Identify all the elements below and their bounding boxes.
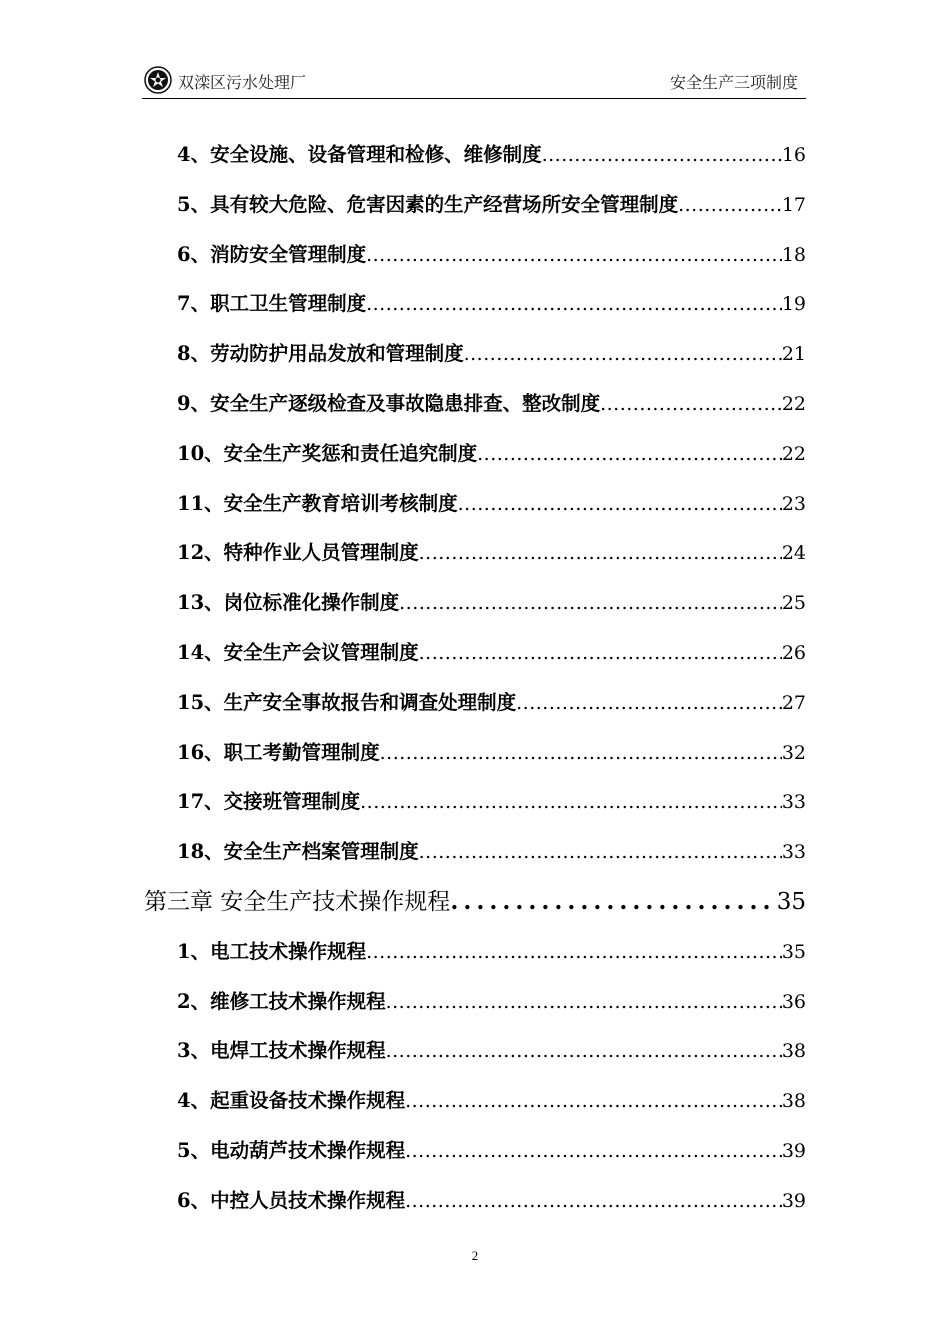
toc-page-number: 39 xyxy=(781,1139,806,1162)
toc-dot-leader xyxy=(477,430,782,480)
toc-dot-leader xyxy=(360,778,782,828)
emblem-icon xyxy=(144,66,172,94)
toc-page-number: 22 xyxy=(781,392,806,415)
toc-entry-label: 8、劳动防护用品发放和管理制度 xyxy=(177,342,464,366)
toc-dot-leader xyxy=(405,1077,782,1127)
toc-page-number: 21 xyxy=(781,343,806,366)
toc-entry[interactable] xyxy=(142,728,806,778)
toc-entry-label: 13、岗位标准化操作制度 xyxy=(177,591,400,615)
toc-dot-leader xyxy=(405,1177,782,1227)
toc-entry-label: 17、交接班管理制度 xyxy=(177,790,361,814)
toc-entry-label: 5、电动葫芦技术操作规程 xyxy=(177,1138,406,1162)
toc-entry-label: 9、安全生产逐级检查及事故隐患排查、整改制度 xyxy=(177,391,601,415)
toc-entry-label: 15、生产安全事故报告和调查处理制度 xyxy=(177,690,517,714)
toc-page-number: 17 xyxy=(781,193,806,216)
toc-entry[interactable] xyxy=(142,1076,806,1126)
toc-dot-leader xyxy=(366,928,782,978)
document-title: 安全生产三项制度 xyxy=(669,73,798,92)
toc-page-number: 35 xyxy=(781,940,806,963)
toc-entry-label: 18、安全生产档案管理制度 xyxy=(177,840,419,864)
toc-entry[interactable] xyxy=(142,927,806,977)
toc-page-number: 38 xyxy=(781,1090,806,1113)
toc-entry-label: 7、职工卫生管理制度 xyxy=(177,292,367,316)
toc-dot-leader xyxy=(386,1027,782,1077)
toc-dot-leader xyxy=(380,729,782,779)
toc-dot-leader xyxy=(419,529,782,579)
toc-entry[interactable] xyxy=(142,130,806,180)
toc-entry-label: 5、具有较大危险、危害因素的生产经营场所安全管理制度 xyxy=(177,192,679,216)
toc-entry[interactable] xyxy=(142,1126,806,1176)
toc-page-number: 19 xyxy=(781,293,806,316)
toc-page-number: 33 xyxy=(781,841,806,864)
toc-dot-leader xyxy=(419,828,782,878)
toc-entry[interactable] xyxy=(142,578,806,628)
toc-entry[interactable] xyxy=(142,528,806,578)
toc-entry[interactable] xyxy=(142,230,806,280)
toc-entry-label: 4、安全设施、设备管理和检修、维修制度 xyxy=(177,143,542,166)
toc-page-number: 38 xyxy=(781,1040,806,1063)
toc-page-number: 24 xyxy=(781,542,806,565)
toc-dot-leader xyxy=(399,579,782,629)
toc-entry-label: 2、维修工技术操作规程 xyxy=(177,989,386,1013)
toc-page-number: 23 xyxy=(781,492,806,515)
toc-entry-label: 16、职工考勤管理制度 xyxy=(177,740,380,764)
toc-entry[interactable] xyxy=(142,1026,806,1076)
toc-entry-label: 6、中控人员技术操作规程 xyxy=(177,1188,406,1212)
toc-entry-label: 3、电焊工技术操作规程 xyxy=(177,1039,386,1063)
toc-dot-leader xyxy=(386,978,782,1028)
toc-entry[interactable] xyxy=(142,329,806,379)
toc-page-number: 39 xyxy=(781,1189,806,1212)
toc-entry[interactable] xyxy=(142,977,806,1027)
toc-page-number: 27 xyxy=(781,691,806,714)
toc-entry[interactable] xyxy=(142,628,806,678)
toc-chapter-heading[interactable] xyxy=(142,877,806,927)
toc-page-number: 18 xyxy=(781,243,806,266)
toc-dot-leader xyxy=(450,877,776,927)
toc-entry-label: 14、安全生产会议管理制度 xyxy=(177,640,419,664)
organization-name: 双滦区污水处理厂 xyxy=(178,73,307,92)
toc-entry[interactable] xyxy=(142,379,806,429)
table-of-contents xyxy=(142,130,806,1226)
toc-page-number: 36 xyxy=(781,990,806,1013)
toc-dot-leader xyxy=(419,629,782,679)
toc-dot-leader xyxy=(464,330,782,380)
toc-dot-leader xyxy=(366,231,782,281)
toc-page-number: 33 xyxy=(781,791,806,814)
toc-entry-label: 4、起重设备技术操作规程 xyxy=(177,1089,406,1113)
toc-entry[interactable] xyxy=(142,827,806,877)
toc-entry-label: 12、特种作业人员管理制度 xyxy=(177,541,419,565)
toc-dot-leader xyxy=(458,480,782,530)
page-number: 2 xyxy=(471,1248,479,1263)
toc-entry-label: 11、安全生产教育培训考核制度 xyxy=(177,491,458,515)
toc-entry[interactable] xyxy=(142,1176,806,1226)
toc-entry-label: 1、电工技术操作规程 xyxy=(177,939,367,963)
toc-entry[interactable] xyxy=(142,777,806,827)
page-header xyxy=(142,62,806,99)
toc-page-number: 26 xyxy=(781,641,806,664)
toc-page-number: 22 xyxy=(781,442,806,465)
toc-page-number: 25 xyxy=(781,592,806,615)
toc-entry[interactable] xyxy=(142,678,806,728)
toc-dot-leader xyxy=(516,679,782,729)
toc-page-number: 16 xyxy=(781,144,806,166)
toc-dot-leader xyxy=(542,131,782,181)
toc-entry-label: 第三章 安全生产技术操作规程 xyxy=(144,888,451,915)
toc-dot-leader xyxy=(366,280,782,330)
toc-entry[interactable] xyxy=(142,429,806,479)
toc-entry[interactable] xyxy=(142,279,806,329)
toc-dot-leader xyxy=(405,1127,782,1177)
toc-entry-label: 6、消防安全管理制度 xyxy=(177,242,367,266)
toc-dot-leader xyxy=(600,380,782,430)
toc-dot-leader xyxy=(678,181,782,231)
toc-entry-label: 10、安全生产奖惩和责任追究制度 xyxy=(177,441,478,465)
toc-entry[interactable] xyxy=(142,479,806,529)
toc-page-number: 32 xyxy=(781,741,806,764)
toc-entry[interactable] xyxy=(142,180,806,230)
toc-page-number: 35 xyxy=(776,888,806,915)
